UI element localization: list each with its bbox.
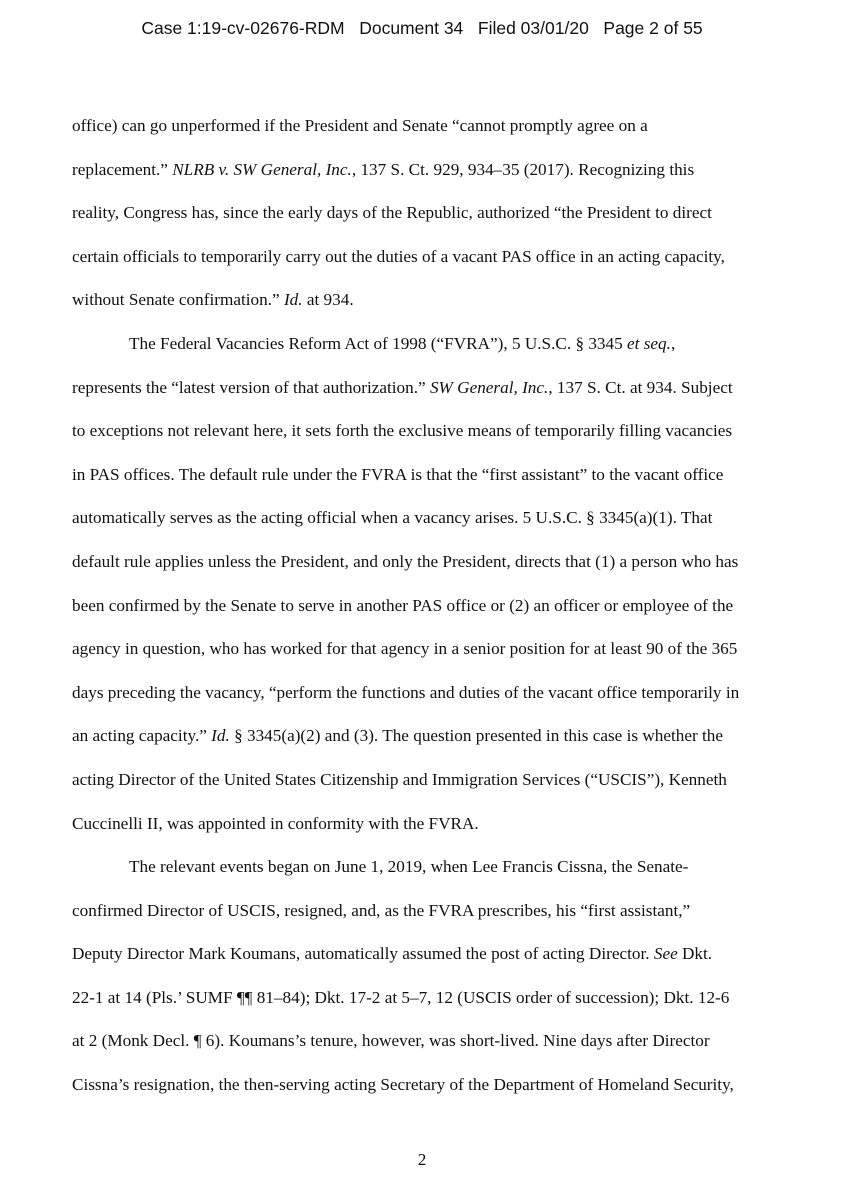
case-header <box>0 18 844 39</box>
text-line: automatically serves as the acting official when a vacancy arises. 5 U.S.C. § 3345(a)(1). That <box>72 508 713 528</box>
page-of-pages: Page 2 of 55 <box>603 18 703 38</box>
text-line: office) can go unperformed if the President and Senate “cannot promptly agree on a <box>72 116 648 135</box>
page-number: 2 <box>417 1150 427 1169</box>
text-line: 22-1 at 14 (Pls.’ SUMF ¶¶ 81–84); Dkt. 17-2 at 5–7, 12 (USCIS order of succession); Dkt. 12-6 <box>72 987 730 1007</box>
text-line: at 2 (Monk Decl. ¶ 6). Koumans’s tenure, however, was short-lived. Nine days after Director <box>72 1031 710 1051</box>
filed-date: Filed 03/01/20 <box>477 18 589 38</box>
case-citation: SW General, Inc. <box>429 377 549 397</box>
text-line: represents the “latest version of that authorization.” SW General, Inc., 137 S. Ct. at 934. Subject <box>72 377 733 397</box>
document-number: Document 34 <box>359 18 464 38</box>
case-citation: NLRB v. SW General, Inc. <box>172 159 352 179</box>
text-line: in PAS offices. The default rule under the FVRA is that the “first assistant” to the vacant office <box>72 464 724 484</box>
paragraph-start-line: The relevant events began on June 1, 2019, when Lee Francis Cissna, the Senate- <box>129 857 689 877</box>
text-line: been confirmed by the Senate to serve in another PAS office or (2) an officer or employee of the <box>72 595 734 615</box>
text-line: Cuccinelli II, was appointed in conformity with the FVRA. <box>72 813 479 833</box>
text-line: Deputy Director Mark Koumans, automatically assumed the post of acting Director. See Dkt. <box>72 944 713 964</box>
citation-signal: Id. <box>211 726 230 746</box>
document-body <box>72 104 812 1107</box>
citation-signal: Id. <box>283 290 303 310</box>
text-line: replacement.” NLRB v. SW General, Inc., 137 S. Ct. 929, 934–35 (2017). Recognizing this <box>72 159 695 179</box>
paragraph-start-line: The Federal Vacancies Reform Act of 1998 (“FVRA”), 5 U.S.C. § 3345 et seq., <box>129 333 676 353</box>
text-line: without Senate confirmation.” Id. at 934. <box>72 290 354 310</box>
text-line: certain officials to temporarily carry out the duties of a vacant PAS office in an acting capacity, <box>72 246 725 266</box>
text-line: agency in question, who has worked for that agency in a senior position for at least 90 of the 365 <box>72 639 738 659</box>
case-number: Case 1:19-cv-02676-RDM <box>141 18 345 38</box>
text-line: to exceptions not relevant here, it sets forth the exclusive means of temporarily filling vacancies <box>72 421 733 441</box>
text-line: acting Director of the United States Citizenship and Immigration Services (“USCIS”), Kenneth <box>72 769 727 789</box>
citation-signal: See <box>653 944 678 964</box>
text-line: Cissna’s resignation, the then-serving acting Secretary of the Department of Homeland Security, <box>72 1075 734 1095</box>
citation-signal: et seq. <box>627 333 671 353</box>
text-line: reality, Congress has, since the early days of the Republic, authorized “the President to direct <box>72 203 712 223</box>
text-line: default rule applies unless the President, and only the President, directs that (1) a person who has <box>72 551 739 571</box>
text-line: an acting capacity.” Id. § 3345(a)(2) and (3). The question presented in this case is whether the <box>72 726 723 746</box>
text-line: days preceding the vacancy, “perform the functions and duties of the vacant office temporarily in <box>72 682 740 702</box>
text-line: confirmed Director of USCIS, resigned, and, as the FVRA prescribes, his “first assistant,” <box>72 900 691 920</box>
